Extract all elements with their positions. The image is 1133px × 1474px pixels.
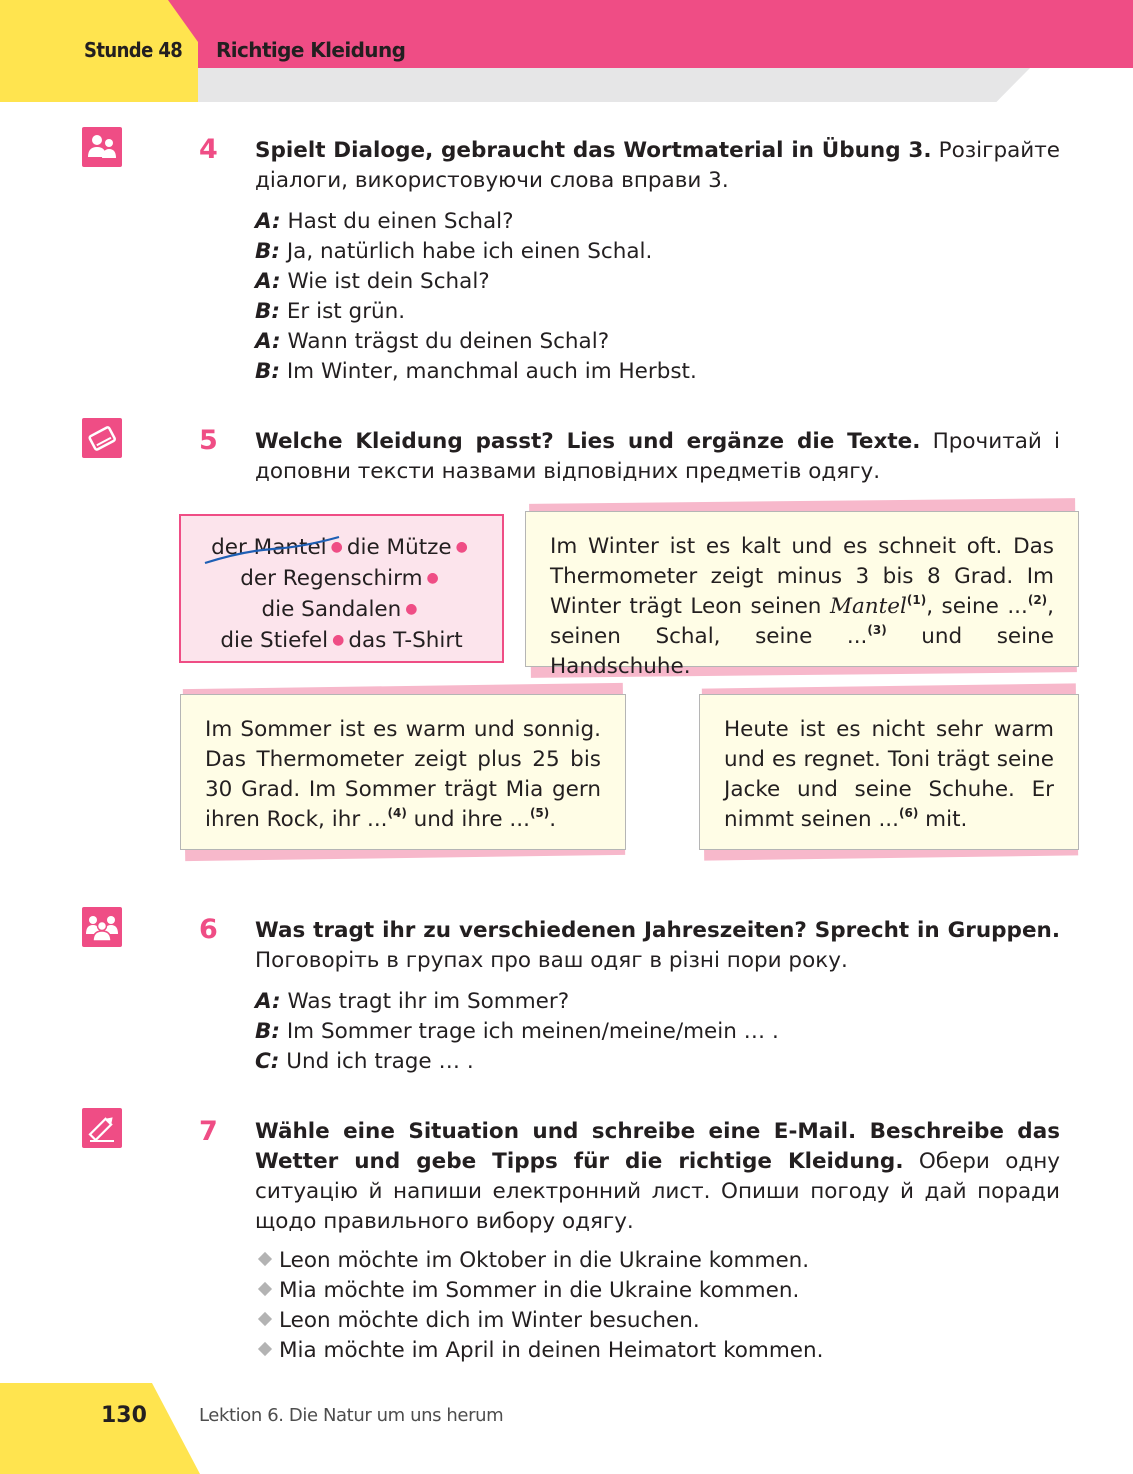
text-card-rain <box>699 694 1079 850</box>
speaker: B: <box>255 299 280 324</box>
speaker: C: <box>255 1049 280 1074</box>
card-text <box>205 715 601 835</box>
footer-lesson-title: Lektion 6. Die Natur um uns herum <box>199 1405 504 1426</box>
exercise-instruction <box>255 916 1060 976</box>
word: der Mantel <box>211 535 327 560</box>
exercise-number: 5 <box>199 425 218 456</box>
word-bank-line <box>181 563 502 594</box>
text-part: . <box>549 807 557 832</box>
exercise-number: 6 <box>199 914 218 945</box>
dialog-text: Er ist grün. <box>286 299 406 324</box>
speaker: B: <box>255 239 280 264</box>
speaker: A: <box>255 329 281 354</box>
dialog-line <box>255 267 697 297</box>
dialog-text: Wie ist dein Schal? <box>287 269 490 294</box>
text-part: Im Sommer ist es warm und sonnig. Das Thermometer zeigt plus 25 bis 30 Grad. Im Sommer trägt Mia gern ihren Rock, ihr ... <box>205 717 601 832</box>
text-part: und ihre ... <box>406 807 530 832</box>
gap-marker: (5) <box>529 806 550 820</box>
instruction-uk: Поговоріть в групах про ваш одяг в різні пори року. <box>255 948 848 973</box>
word: die Mütze <box>346 535 452 560</box>
speaker: A: <box>255 269 281 294</box>
diamond-bullet-icon <box>258 1312 272 1326</box>
word: die Stiefel <box>220 628 329 653</box>
card-text <box>724 715 1054 835</box>
list-item <box>258 1246 823 1276</box>
header-stripe <box>190 68 1030 102</box>
gap-marker: (6) <box>898 806 919 820</box>
situation-text: Leon möchte im Oktober in die Ukraine kommen. <box>279 1248 810 1273</box>
text-part: und seine Handschuhe. <box>550 624 1054 679</box>
word: der Regenschirm <box>240 566 423 591</box>
gap-marker: (2) <box>1027 593 1048 607</box>
instruction-de: Was tragt ihr zu verschiedenen Jahreszeiten? Sprecht in Gruppen. <box>255 918 1060 943</box>
dialog-text: Im Winter, manchmal auch im Herbst. <box>286 359 697 384</box>
group-work-icon <box>82 907 122 947</box>
dialog-text: Was tragt ihr im Sommer? <box>287 989 570 1014</box>
instruction-uk: Розіграйте діалоги, використовуючи слова вправи 3. <box>255 138 1060 193</box>
dialog-line <box>255 237 697 267</box>
dialog <box>255 207 697 387</box>
instruction-uk: Прочитай і доповни тексти назвами відповідних предметів одягу. <box>255 429 1061 484</box>
page-number: 130 <box>101 1403 147 1428</box>
card-text <box>550 532 1054 682</box>
used-word <box>211 533 327 563</box>
gap-marker: (3) <box>867 623 887 637</box>
instruction-de: Spielt Dialoge, gebraucht das Wortmaterial in Übung 3. <box>255 138 932 163</box>
gap-marker: (1) <box>906 593 927 607</box>
instruction-uk: Обери одну ситуацію й напиши електронний лист. Опиши погоду й дай поради щодо правильного вибору одягу. <box>255 1149 1061 1234</box>
dialog-text: Wann trägst du deinen Schal? <box>287 329 610 354</box>
speaker: A: <box>255 989 281 1014</box>
handwritten-answer: Mantel <box>829 594 907 619</box>
text-part: mit. <box>918 807 968 832</box>
bullet-dot: ● <box>455 539 468 555</box>
diamond-bullet-icon <box>258 1342 272 1356</box>
bullet-dot: ● <box>405 601 418 617</box>
situation-text: Mia möchte im Sommer in die Ukraine kommen. <box>279 1278 800 1303</box>
pencil-writing-icon <box>82 1108 122 1148</box>
diamond-bullet-icon <box>258 1252 272 1266</box>
word-bank-line <box>181 625 502 656</box>
exercise-instruction <box>255 1117 1060 1237</box>
bullet-dot: ● <box>332 632 345 648</box>
lesson-title: Richtige Kleidung <box>216 38 406 62</box>
text-part: , seinen Schal, seine ... <box>550 594 1054 649</box>
pair-work-icon <box>82 127 122 167</box>
bullet-dot: ● <box>426 570 439 586</box>
book-reading-icon <box>82 418 122 458</box>
exercise-number: 4 <box>199 134 218 165</box>
exercise-instruction <box>255 427 1060 487</box>
footer-tab <box>0 1383 200 1474</box>
exercise-number: 7 <box>199 1116 218 1147</box>
bullet-dot: ● <box>330 539 343 555</box>
dialog-line <box>255 357 697 387</box>
word-bank-line <box>181 594 502 625</box>
word: die Sandalen <box>261 597 402 622</box>
dialog-line <box>255 987 779 1017</box>
speaker: A: <box>255 209 281 234</box>
text-card-winter <box>525 511 1079 679</box>
text-part: , seine ... <box>926 594 1028 619</box>
instruction-de: Wähle eine Situation und schreibe eine E-Mail. Beschreibe das Wetter und gebe Tipps für die richtige Kleidung. <box>255 1119 1060 1174</box>
lesson-number: Stunde 48 <box>84 38 183 62</box>
situation-list <box>258 1246 823 1366</box>
dialog-text: Und ich trage … . <box>286 1049 474 1074</box>
strikethrough-mark <box>203 533 343 567</box>
diamond-bullet-icon <box>258 1282 272 1296</box>
text-part: Im Winter ist es kalt und es schneit oft. Das Thermometer zeigt minus 3 bis 8 Grad. Im Winter trägt Leon seinen <box>550 534 1054 619</box>
dialog-line <box>255 1047 779 1077</box>
situation-text: Mia möchte im April in deinen Heimatort kommen. <box>279 1338 824 1363</box>
list-item <box>258 1336 823 1366</box>
text-card-summer <box>180 694 626 850</box>
speaker: B: <box>255 1019 280 1044</box>
dialog-line <box>255 207 697 237</box>
exercise-instruction <box>255 136 1060 196</box>
dialog-text: Hast du einen Schal? <box>287 209 514 234</box>
gap-marker: (4) <box>387 806 407 820</box>
dialog-line <box>255 1017 779 1047</box>
situation-text: Leon möchte dich im Winter besuchen. <box>279 1308 700 1333</box>
dialog-line <box>255 297 697 327</box>
dialog-text: Im Sommer trage ich meinen/meine/mein … . <box>286 1019 779 1044</box>
speaker: B: <box>255 359 280 384</box>
word: das T-Shirt <box>348 628 463 653</box>
dialog-text: Ja, natürlich habe ich einen Schal. <box>286 239 653 264</box>
instruction-de: Welche Kleidung passt? Lies und ergänze die Texte. <box>255 429 921 454</box>
list-item <box>258 1276 823 1306</box>
dialog-line <box>255 327 697 357</box>
word-bank <box>179 514 504 663</box>
text-part: Heute ist es nicht sehr warm und es regnet. Toni trägt seine Jacke und seine Schuhe. Er nimmt seinen ... <box>724 717 1054 832</box>
dialog <box>255 987 779 1077</box>
word-bank-line <box>181 532 502 563</box>
list-item <box>258 1306 823 1336</box>
